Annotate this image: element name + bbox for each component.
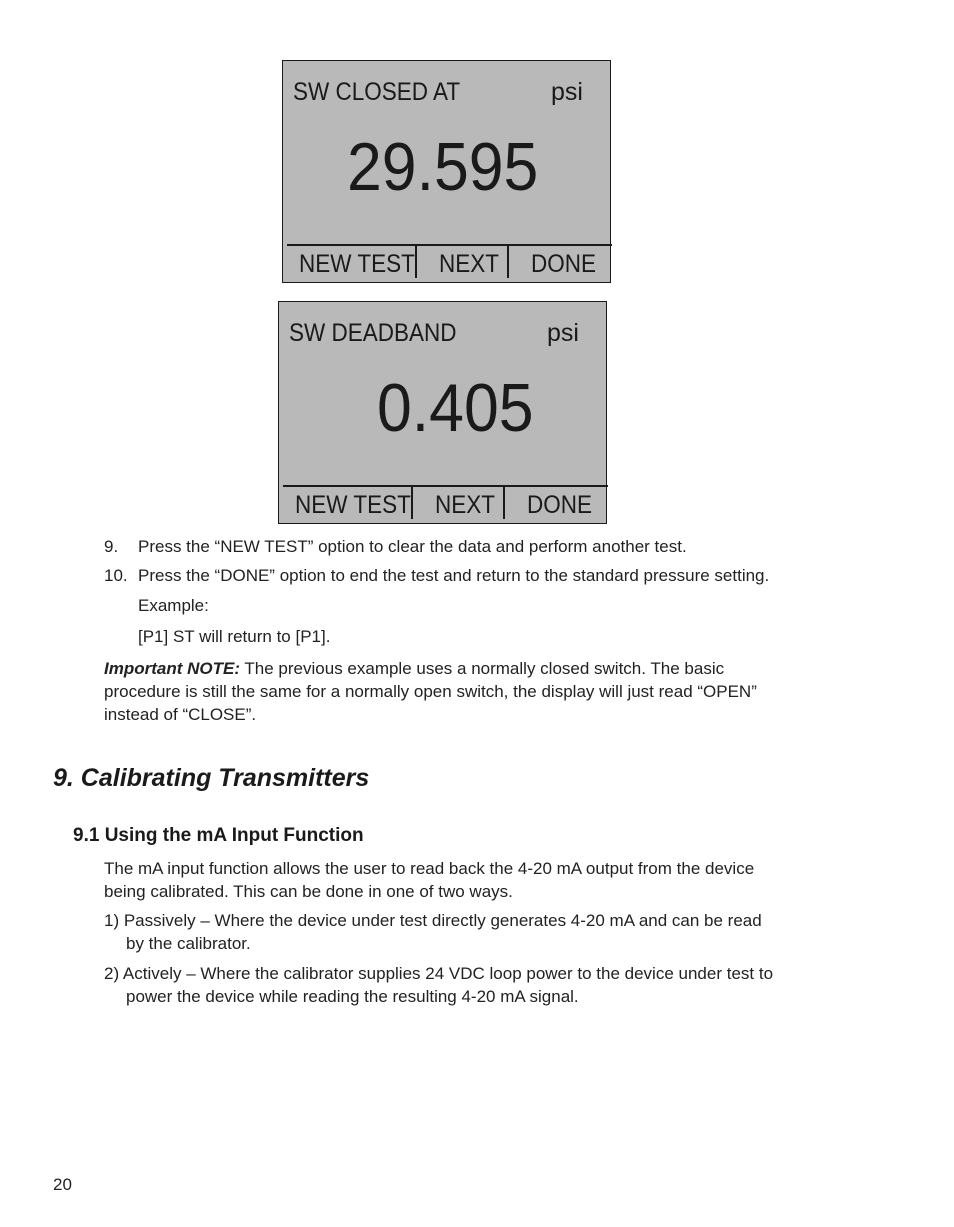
softkey-bar: [283, 485, 608, 523]
softkey-divider: [507, 246, 509, 278]
page-number: 20: [53, 1175, 72, 1194]
example-label: Example:: [138, 596, 209, 615]
step-text: Press the “DONE” option to end the test and return to the standard pressure setting.: [138, 566, 770, 585]
lcd-title: SW DEADBAND: [289, 319, 457, 347]
lcd-display-switch-closed: [282, 60, 611, 283]
list-item-line: power the device while reading the resulting 4-20 mA signal.: [126, 987, 579, 1006]
note-line: instead of “CLOSE”.: [104, 705, 257, 724]
softkey-bar: [287, 244, 612, 282]
lcd-title: SW CLOSED AT: [293, 78, 461, 106]
step-number: 10.: [104, 566, 128, 585]
note-line: procedure is still the same for a normally open switch, the display will just read “OPEN”: [104, 682, 757, 701]
softkey-done[interactable]: DONE: [531, 250, 597, 278]
lcd-display-deadband: [278, 301, 607, 524]
note-text: The previous example uses a normally closed switch. The basic: [240, 659, 725, 678]
list-item-line: by the calibrator.: [126, 934, 251, 953]
section-heading: 9. Calibrating Transmitters: [53, 764, 370, 792]
subsection-heading: 9.1 Using the mA Input Function: [73, 825, 364, 846]
lcd-unit: psi: [547, 319, 579, 347]
example-text: [P1] ST will return to [P1].: [138, 627, 331, 646]
softkey-new-test[interactable]: NEW TEST: [295, 491, 411, 519]
lcd-value: 29.595: [347, 129, 539, 205]
softkey-done[interactable]: DONE: [527, 491, 593, 519]
intro-line: being calibrated. This can be done in one of two ways.: [104, 882, 513, 901]
softkey-new-test[interactable]: NEW TEST: [299, 250, 415, 278]
intro-line: The mA input function allows the user to read back the 4-20 mA output from the device: [104, 859, 755, 878]
softkey-divider: [503, 487, 505, 519]
softkey-divider: [411, 487, 413, 519]
note-line: [104, 657, 724, 680]
list-item-line: 1) Passively – Where the device under test directly generates 4-20 mA and can be read: [104, 911, 762, 930]
softkey-next[interactable]: NEXT: [439, 250, 500, 278]
list-item-line: 2) Actively – Where the calibrator supplies 24 VDC loop power to the device under test to: [104, 964, 774, 983]
softkey-next[interactable]: NEXT: [435, 491, 496, 519]
lcd-unit: psi: [551, 78, 583, 106]
softkey-divider: [415, 246, 417, 278]
note-label: Important NOTE:: [104, 659, 240, 678]
lcd-value: 0.405: [377, 370, 534, 446]
step-text: Press the “NEW TEST” option to clear the data and perform another test.: [138, 537, 687, 556]
step-number: 9.: [104, 537, 119, 556]
